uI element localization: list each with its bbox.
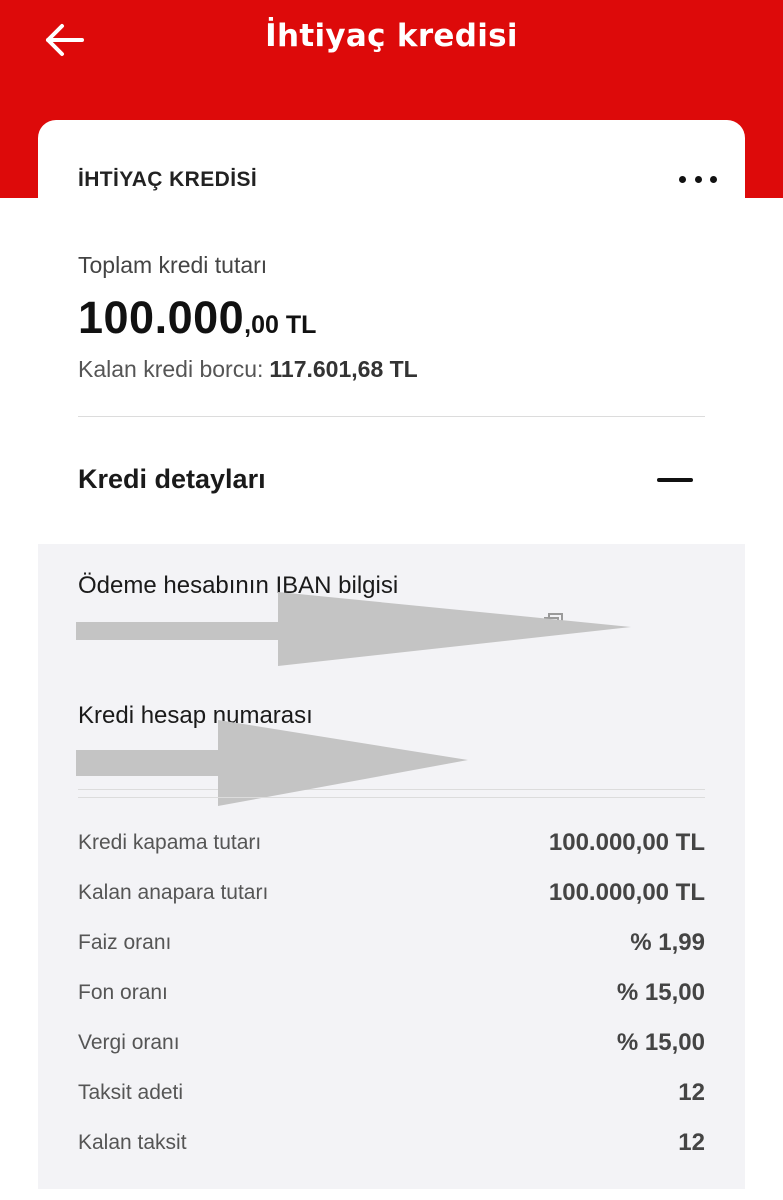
total-amount — [78, 292, 316, 344]
more-options-button[interactable] — [679, 166, 717, 192]
divider — [78, 416, 705, 417]
total-amount-label: Toplam kredi tutarı — [78, 252, 268, 278]
loan-card — [38, 120, 745, 1200]
detail-value: 100.000,00 TL — [548, 829, 705, 856]
detail-value: % 15,00 — [616, 979, 705, 1006]
redaction-arrow — [76, 584, 636, 674]
detail-label: Taksit adeti — [78, 1081, 184, 1104]
detail-row — [78, 1126, 705, 1160]
details-title[interactable]: Kredi detayları — [78, 464, 266, 494]
remaining-debt — [78, 356, 418, 383]
details-panel — [38, 544, 745, 1189]
detail-label: Vergi oranı — [78, 1031, 180, 1054]
total-amount-decimal: ,00 TL — [244, 311, 317, 339]
detail-row — [78, 1026, 705, 1060]
page-title: İhtiyaç kredisi — [265, 18, 518, 54]
account-number-label: Kredi hesap numarası — [78, 702, 313, 729]
detail-label: Kalan anapara tutarı — [78, 881, 269, 904]
detail-row — [78, 1076, 705, 1110]
detail-label: Fon oranı — [78, 981, 168, 1004]
detail-value: % 1,99 — [630, 929, 705, 956]
detail-row — [78, 876, 705, 910]
total-amount-integer: 100.000 — [78, 292, 245, 343]
detail-row — [78, 976, 705, 1010]
redaction-arrow — [76, 714, 476, 814]
detail-row — [78, 826, 705, 860]
more-dots-icon — [679, 176, 686, 183]
detail-label: Faiz oranı — [78, 931, 172, 954]
detail-row — [78, 926, 705, 960]
remaining-debt-label: Kalan kredi borcu: — [78, 356, 264, 382]
card-title: İHTİYAÇ KREDİSİ — [78, 168, 258, 191]
divider — [78, 797, 705, 798]
collapse-button[interactable] — [655, 464, 695, 496]
iban-label: Ödeme hesabının IBAN bilgisi — [78, 572, 399, 599]
detail-value: 100.000,00 TL — [548, 879, 705, 906]
minus-icon — [657, 478, 693, 482]
detail-value: 12 — [678, 1129, 705, 1156]
detail-label: Kalan taksit — [78, 1131, 187, 1154]
detail-value: 12 — [678, 1079, 705, 1106]
remaining-debt-value: 117.601,68 TL — [269, 356, 418, 382]
detail-value: % 15,00 — [616, 1029, 705, 1056]
detail-label: Kredi kapama tutarı — [78, 831, 262, 854]
